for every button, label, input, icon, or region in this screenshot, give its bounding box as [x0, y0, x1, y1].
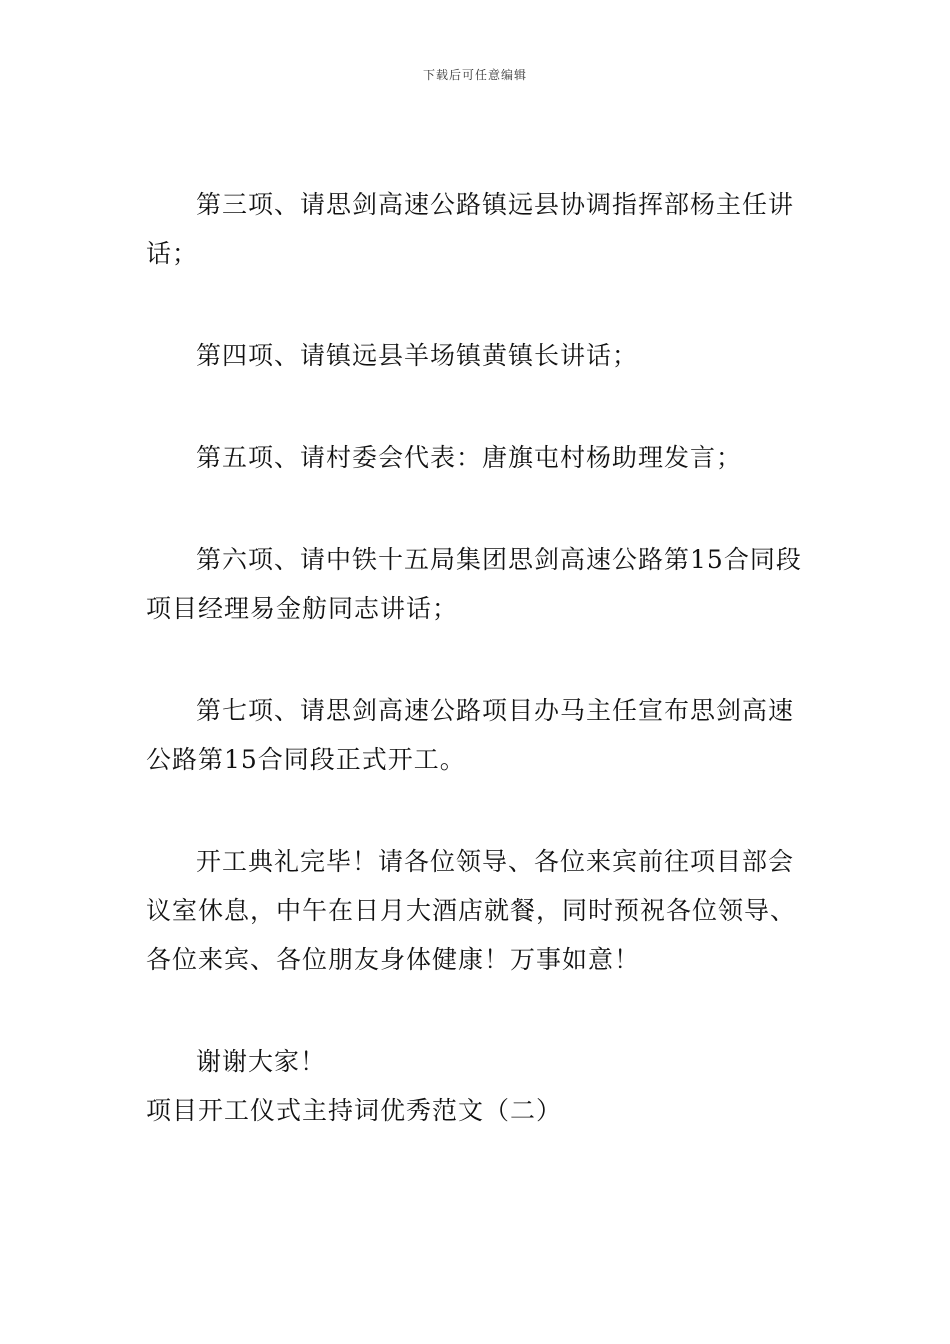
paragraph-item-3: 第三项、请思剑高速公路镇远县协调指挥部杨主任讲话； — [146, 190, 795, 268]
paragraph-item-5: 第五项、请村委会代表：唐旗屯村杨助理发言； — [196, 443, 743, 472]
paragraph-item-4: 第四项、请镇远县羊场镇黄镇长讲话； — [196, 341, 639, 370]
header-note: 下载后可任意编辑 — [422, 68, 527, 82]
paragraph-item-6: 第六项、请中铁十五局集团思剑高速公路第15合同段项目经理易金舫同志讲话； — [146, 545, 802, 623]
section-heading: 项目开工仪式主持词优秀范文（二） — [146, 1096, 563, 1125]
paragraph-item-7: 第七项、请思剑高速公路项目办马主任宣布思剑高速公路第15合同段正式开工。 — [146, 696, 795, 774]
paragraph-closing: 开工典礼完毕！请各位领导、各位来宾前往项目部会议室休息，中午在日月大酒店就餐，同时预祝各位领导、各位来宾、各位朋友身体健康！万事如意！ — [146, 847, 797, 974]
document-body — [146, 180, 810, 1135]
thanks-line: 谢谢大家！ — [196, 1047, 327, 1076]
